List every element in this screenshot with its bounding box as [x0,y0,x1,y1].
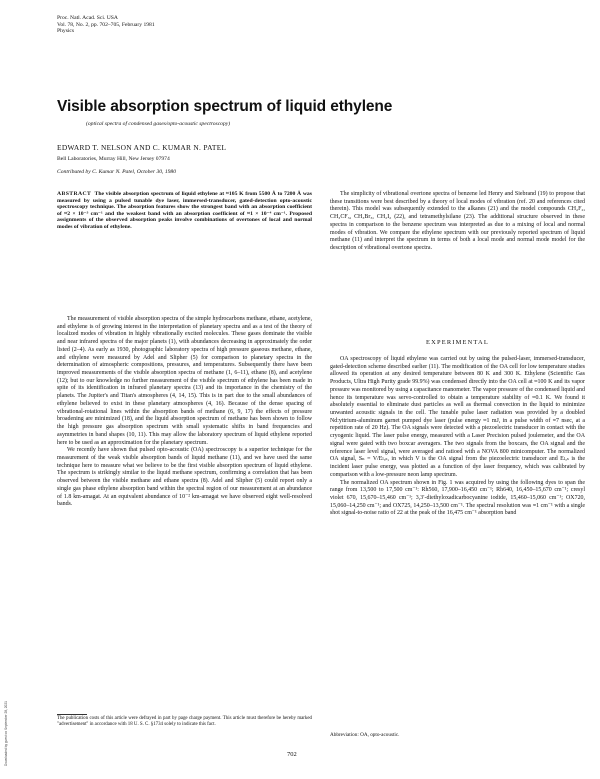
journal-volume: Vol. 78, No. 2, pp. 702–705, February 1981 [57,21,155,28]
section-heading-experimental: EXPERIMENTAL [426,339,489,346]
intro-paragraph-2: We recently have shown that pulsed opto-acoustic (OA) spectroscopy is a superior technique for the measurement of the weak visible absorption bands of liquid methane (11), and we have used the same technique here to measure what we believe to be the first visible absorption spectrum of liquid ethylene. The spectrum is strikingly similar to the liquid methane spectrum, confirming a correlation that has been observed between the visible methane and ethane spectra (8). Adel and Slipher (5) could report only a single gas phase ethylene absorption band within the spectral region of our measurement at an abundance of 1.8 km-amagat. At an equivalent abundance of 10⁻² km-amagat we have observed eight well-resolved bands. [57,447,312,508]
intro-paragraph-1: The measurement of visible absorption spectra of the simple hydrocarbons methane, ethane, acetylene, and ethylene is of growing interest in the interpretation of planetary spectra and as a test of the theory of localized modes of vibration in highly vibrationally excited molecules. These gases dominate the visible and near infrared spectra of the major planets (1), with abundances decreasing in approximately the order listed (2–4). As early as 1930, photographic laboratory spectra of high pressure gaseous methane, ethane, and ethylene were measured by Adel and Slipher (5) for comparison to planetary spectra in the determination of atmospheric compositions, pressures, and temperatures. Subsequently there have been improved measurements of the visible absorption spectra of methane (1, 6–11), ethane (8), and acetylene (12); but to our knowledge no further measurement of the visible spectrum of ethylene has been made in spite of its identification in infrared planetary spectra (13) and its importance in the chemistry of the planets. The Jupiter's and Titan's atmospheres (4, 14, 15). This is in part due to the small abundances of ethylene believed to exist in these planetary atmospheres (4, 16). Because of the dense spacing of vibrational-rotational lines within the absorption bands of methane (6, 9, 17) the effects of pressure broadening are minimized (18), and the liquid absorption spectrum of methane has been shown to follow the high pressure gas absorption spectrum with small systematic shifts in band frequencies and asymmetries in band shapes (10, 11). This may allow the laboratory spectrum of liquid ethylene reported here to be used as an approximation for the planetary spectrum. [57,316,312,446]
article-authors: EDWARD T. NELSON AND C. KUMAR N. PATEL [57,143,227,152]
article-title: Visible absorption spectrum of liquid ethylene [57,98,393,115]
download-notice: Downloaded by guest on September 28, 2021 [4,701,8,766]
experimental-paragraph-1: OA spectroscopy of liquid ethylene was carried out by using the pulsed-laser, immersed-transducer, gated-detection scheme described earlier (11). The modification of the OA cell for low temperature studies allowed its operation at any desired temperature between 80 K and 300 K. Ethylene (Scientific Gas Products, Ultra High Purity grade 99.9%) was condensed directly into the OA cell at ≈100 K and its vapor pressure was monitored by using a capacitance manometer. The vapor pressure of the condensed liquid and hence its temperature was servo-controlled to obtain a temperature stability of ≈0.1 K. We found it absolutely essential to eliminate dust particles as well as thermal convection in the liquid to minimize unwanted acoustic signals in the cell. The tunable pulse laser radiation was provided by a doubled Nd:yttrium-aluminum garnet pumped dye laser (pulse energy ≈1 mJ, in a pulse width of ≈7 nsec, at a repetition rate of 20 Hz). The OA signals were detected with a piezoelectric transducer in contact with the cryogenic liquid. The laser pulse energy, measured with a Laser Precision pulsed joulemeter, and the OA signal were gated with two boxcar averagers. The two signals from the boxcars, the OA signal and the reference laser level signal, were averaged and ratioed with a NOVA 800 minicomputer. The normalized OA signal, Sₙ = V/Eₗₐₛ, in which V is the OA signal from the piezoelectric transducer and Eₗₐₛ is the incident laser pulse energy, was plotted as a function of dye laser frequency, which was calibrated by comparison with a low-pressure neon lamp spectrum. [330,356,585,478]
author-affiliation: Bell Laboratories, Murray Hill, New Jersey 07974 [57,156,170,162]
contribution-line: Contributed by C. Kumar N. Patel, October 30, 1980 [57,169,177,175]
article-subtitle: (optical spectra of condensed gases/opto-acoustic spectroscopy) [86,121,231,127]
footnote-rule [57,714,87,715]
abstract-label: ABSTRACT [57,191,92,197]
journal-section: Physics [57,28,75,35]
download-sidebar [4,576,11,766]
abstract [57,191,312,230]
journal-header [57,15,155,35]
experimental-section [330,356,585,518]
abstract-text: The visible absorption spectrum of liquid ethylene at ≈105 K from 5500 Å to 7200 Å was measured by using a pulsed tunable dye laser, immersed-transducer, gated-detection opto-acoustic spectroscopy technique. The absorption features show the strongest band with an absorption coefficient of ≈2 × 10⁻³ cm⁻¹ and the weakest band with an absorption coefficient of ≈1 × 10⁻⁴ cm⁻¹. Proposed assignments of the observed absorption peaks involve combinations of overtones of local and normal modes of vibration of ethylene. [57,191,312,230]
abbreviation-note: Abbreviation: OA, opto-acoustic. [330,732,400,738]
intro-continued [330,191,585,253]
introduction [57,316,312,509]
page-number: 702 [287,751,297,758]
publication-footnote: The publication costs of this article were defrayed in part by page charge payment. This article must therefore be hereby marked "advertisement" in accordance with 18 U. S. C. §1734 solely to indicate this fact. [57,716,312,727]
journal-name: Proc. Natl. Acad. Sci. USA [57,15,118,21]
experimental-paragraph-2: The normalized OA spectrum shown in Fig. 1 was acquired by using the following dyes to span the range from 13,500 to 17,500 cm⁻¹: Rh560, 17,900–16,450 cm⁻¹; Rh640, 16,450–15,670 cm⁻¹; cresyl violet 670, 15,670–15,460 cm⁻¹; 3,3′-diethyloxadicarbocyanine iodide, 15,460–15,060 cm⁻¹; OX720, 15,060–14,250 cm⁻¹; and OX725, 14,250–13,500 cm⁻¹. The spectral resolution was ≈1 cm⁻¹ with a single shot signal-to-noise ratio of 22 at the peak of the 16,475 cm⁻¹ absorption band [330,479,585,517]
intro-paragraph-3: The simplicity of vibrational overtone spectra of benzene led Henry and Siebrand (19) to propose that these transitions were best described by a theory of local modes of vibration (ref. 20 and references cited therein). This model was subsequently extended to the alkanes (21) and the model compounds CH₂F₂, CH₃CF₃, CH₃Br₃, CH₂I₂ (22), and tetramethylsilane (23). The additional structure observed in these spectra in comparison to the benzene spectrum was interpreted as due to a mixing of local and normal modes of vibration. We compare the ethylene spectrum with our previously reported spectrum of liquid methane (11) and interpret the spectrum in terms of both a local mode and normal mode model for the description of vibrational overtone spectra. [330,191,585,252]
